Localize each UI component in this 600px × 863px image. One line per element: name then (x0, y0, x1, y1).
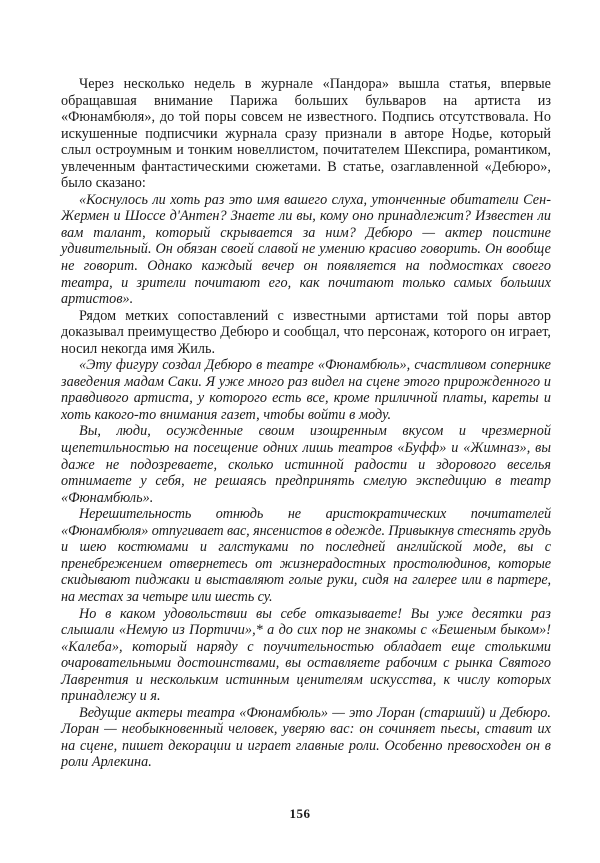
text-column (61, 76, 551, 771)
quote-paragraph-1: «Коснулось ли хоть раз это имя вашего слуха, утонченные обитатели Сен-Жермен и Шоссе д'Антен? Знаете ли вы, кому оно принадлежит? Известен ли вам талант, который скрывается за ним? Дебюро — актер поистине удивительный. Он обязан своей славой не умению красиво говорить. Он вообще не говорит. Однако каждый вечер он появляется на подмостках своего театра, и зрители почитают его, как почитают только самых больших артистов». (61, 191, 551, 308)
paragraph-comparison: Рядом метких сопоставлений с известными артистами той поры автор доказывал преимущество Дебюро и сообщал, что персонаж, которого он играет, носил некогда имя Жиль. (61, 307, 551, 357)
quote-paragraph-5: Но в каком удовольствии вы себе отказываете! Вы уже десятки раз слышали «Немую из Портичи»,* а до сих пор не знакомы с «Бешеным быком»! «Калеба», который наряду с поучительностью обладает еще столькими очаровательными достоинствами, вы оставляете рабочим с рынка Святого Лаврентия и нескольким истинным ценителям искусства, к числу которых принадлежу и я. (61, 605, 551, 705)
paragraph-intro: Через несколько недель в журнале «Пандора» вышла статья, впервые обращавшая внимание Парижа больших бульваров на артиста из «Фюнамбюля», до той поры совсем не известного. Подпись отсутствовала. Но искушенные подписчики журнала сразу признали в авторе Нодье, который слыл остроумным и тонким новеллистом, почитателем Шекспира, романтиком, увлеченным фантастическими сюжетами. В статье, озаглавленной «Дебюро», было сказано: (61, 76, 551, 192)
quote-paragraph-3: Вы, люди, осужденные своим изощренным вкусом и чрезмерной щепетильностью на посещение одних лишь театров «Буфф» и «Жимназ», вы даже не подозреваете, сколько истинной радости и здорового веселья отнимаете у себя, не решаясь предпринять смелую экспедицию в театр «Фюнамбюль». (61, 423, 551, 506)
quote-paragraph-4: Нерешительность отнюдь не аристократических почитателей «Фюнамбюля» отпугивает вас, янсенистов в одежде. Привыкнув стеснять грудь и шею костюмами и галстуками по последней английской моде, вы с пренебрежением отвернетесь от жизнерадостных простолюдинов, которые скидывают пиджаки и выставляют голые руки, сидя на галерее или в партере, на местах за четыре или шесть су. (61, 506, 551, 605)
page-number: 156 (289, 806, 311, 821)
quote-paragraph-2: «Эту фигуру создал Дебюро в театре «Фюнамбюль», счастливом сопернике заведения мадам Саки. Я уже много раз видел на сцене этого прирожденного и правдивого артиста, у которого есть все, кроме приличной платы, кареты и хоть какого-то внимания газет, чтобы войти в моду. (61, 357, 551, 423)
quote-paragraph-6: Ведущие актеры театра «Фюнамбюль» — это Лоран (старший) и Дебюро. Лоран — необыкновенный человек, уверяю вас: он сочиняет пьесы, ставит их на сцене, пишет декорации и играет главные роли. Особенно превосходен он в роли Арлекина. (61, 704, 551, 771)
